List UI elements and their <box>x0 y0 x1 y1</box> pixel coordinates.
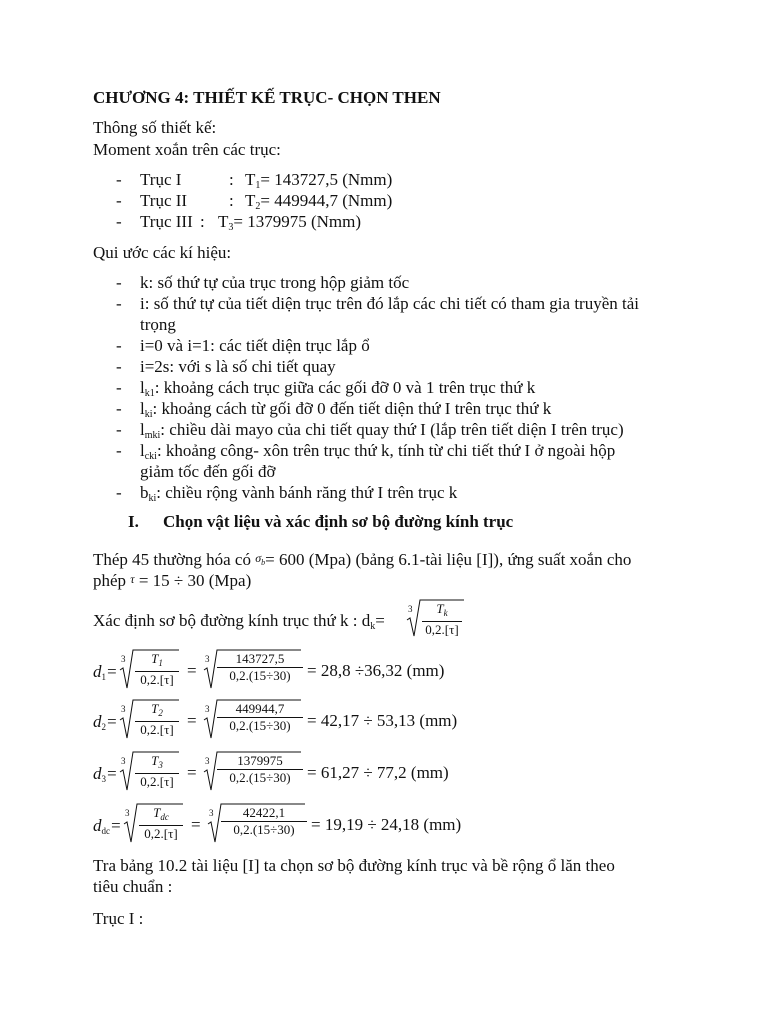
list-bullet: - <box>116 420 122 439</box>
shaft-sep: : <box>229 170 234 189</box>
numeric-cube-root: 3 $\frac{143727,5}{0,2.(15\div 30)}$ <box>203 648 303 692</box>
general-fraction: $\frac{T_k}{0,2.[\tau]}$ <box>422 601 462 638</box>
symbolic-fraction: $\frac{T_1}{0,2.[\tau]}$ <box>135 651 179 688</box>
section-title: Chọn vật liệu và xác định sơ bộ đường kính trục <box>163 512 514 531</box>
symbol-item: k: số thứ tự của trục trong hộp giảm tốc <box>140 273 410 292</box>
numeric-cube-root: 3 $\frac{1379975}{0,2.(15\div 30)}$ <box>203 750 303 794</box>
numeric-fraction: $\frac{449944,7}{0,2.(15\div 30)}$ <box>217 701 303 734</box>
list-bullet: - <box>116 336 122 355</box>
list-bullet: - <box>116 294 122 313</box>
symbol-item-cont: giảm tốc đến gối đỡ <box>140 462 276 481</box>
list-bullet: - <box>116 399 122 418</box>
symbolic-cube-root: 3 $T_{dc}$ 0,2.[τ] <box>123 802 185 846</box>
symbol-item: i=2s: với s là số chi tiết quay <box>140 357 336 376</box>
chapter-title: CHƯƠNG 4: THIẾT KẾ TRỤC- CHỌN THEN <box>93 88 441 107</box>
torque-value: $T_2= 449944,7$ (Nmm) <box>245 191 393 212</box>
numeric-cube-root: 3 $\frac{449944,7}{0,2.(15\div 30)}$ <box>203 698 303 742</box>
prelim-formula-text: Xác định sơ bộ đường kính trục thứ k : $d_k=$ <box>93 611 385 632</box>
design-params-label: Thông số thiết kế: <box>93 118 217 137</box>
shaft-sep: : <box>229 191 234 210</box>
general-cube-root: 3 $\frac{T_k}{0,2.[\tau]}$ <box>406 598 466 640</box>
diameter-equation: d3= 3 $\frac{T_3}{0,2.[\tau]}$ = 3 $\frac{1379975}{0,2.(15\div 30)}$ = 61,27 ÷ 77,2 (mm) <box>93 748 513 798</box>
diameter-equation: d1= 3 $\frac{T_1}{0,2.[\tau]}$ = 3 $\frac{143727,5}{0,2.(15\div 30)}$ = 28,8 ÷36,32 (mm) <box>93 646 513 696</box>
numeric-fraction: $\frac{42422,1}{0,2.(15\div 30)}$ <box>221 805 307 838</box>
numeric-fraction: $\frac{1379975}{0,2.(15\div 30)}$ <box>217 753 303 786</box>
diameter-symbol: ddc= <box>93 816 122 836</box>
symbol-item: $l_{k1}$: khoảng cách trục giữa các gối đỡ 0 và 1 trên trục thứ k <box>140 378 536 399</box>
list-bullet: - <box>116 357 122 376</box>
symbolic-cube-root: 3 $\frac{T_1}{0,2.[\tau]}$ <box>119 648 181 692</box>
list-bullet: - <box>116 212 122 231</box>
symbolic-cube-root: 3 $\frac{T_2}{0,2.[\tau]}$ <box>119 698 181 742</box>
symbolic-cube-root: 3 $\frac{T_3}{0,2.[\tau]}$ <box>119 750 181 794</box>
numeric-cube-root: 3 $\frac{42422,1}{0,2.(15\div 30)}$ <box>207 802 307 846</box>
diameter-equation: ddc= 3 $T_{dc}$ 0,2.[τ] = 3 $\frac{42422,1}{0,2.(15\div 30)}$ = 19,19 ÷ 24,18 (mm) <box>93 800 513 850</box>
moment-heading: Moment xoắn trên các trục: <box>93 140 281 159</box>
diameter-symbol: d3= <box>93 764 118 784</box>
diameter-equation: d2= 3 $\frac{T_2}{0,2.[\tau]}$ = 3 $\frac{449944,7}{0,2.(15\div 30)}$ = 42,17 ÷ 53,13 (mm) <box>93 696 513 746</box>
symbols-heading: Qui ước các kí hiệu: <box>93 243 232 262</box>
list-bullet: - <box>116 441 122 460</box>
list-bullet: - <box>116 378 122 397</box>
diameter-symbol: d1= <box>93 662 118 682</box>
shaft-sep: : <box>200 212 205 231</box>
symbolic-fraction: $T_{dc}$ 0,2.[τ] <box>139 805 183 842</box>
section-number: I. <box>128 512 139 531</box>
diameter-result: = 19,19 ÷ 24,18 (mm) <box>311 815 462 834</box>
symbol-item: $l_{ki}$: khoảng cách từ gối đỡ 0 đến tiết diện thứ I trên trục thứ k <box>140 399 552 420</box>
numeric-fraction: $\frac{143727,5}{0,2.(15\div 30)}$ <box>217 651 303 684</box>
symbol-item: i: số thứ tự của tiết diện trục trên đó lắp các chi tiết có tham gia truyền tải <box>140 294 639 313</box>
table-line-1: Tra bảng 10.2 tài liệu [I] ta chọn sơ bộ đường kính trục và bề rộng ổ lăn theo <box>93 856 615 875</box>
symbolic-fraction: $\frac{T_3}{0,2.[\tau]}$ <box>135 753 179 790</box>
symbol-item: $l_{cki}$: khoảng công- xôn trên trục thứ k, tính từ chi tiết thứ I ở ngoài hộp <box>140 441 616 462</box>
list-bullet: - <box>116 170 122 189</box>
table-line-2: tiêu chuẩn : <box>93 877 173 896</box>
diameter-symbol: d2= <box>93 712 118 732</box>
torque-value: $T_1= 143727,5$ (Nmm) <box>245 170 393 191</box>
shaft-one-label: Trục I : <box>93 909 144 928</box>
list-bullet: - <box>116 273 122 292</box>
steel-line-2: phép τ = 15 ÷ 30 (Mpa) <box>93 571 252 590</box>
diameter-result: = 28,8 ÷36,32 (mm) <box>307 661 445 680</box>
shaft-name: Trục I <box>140 170 182 189</box>
symbol-item: $b_{ki}$: chiều rộng vành bánh răng thứ I trên trục k <box>140 483 458 504</box>
diameter-result: = 42,17 ÷ 53,13 (mm) <box>307 711 458 730</box>
symbolic-fraction: $\frac{T_2}{0,2.[\tau]}$ <box>135 701 179 738</box>
diameter-result: = 61,27 ÷ 77,2 (mm) <box>307 763 449 782</box>
shaft-name: Trục II <box>140 191 188 210</box>
list-bullet: - <box>116 483 122 502</box>
symbol-item-cont: trọng <box>140 315 176 334</box>
steel-line-1: Thép 45 thường hóa có σb= 600 (Mpa) (bảng 6.1-tài liệu [I]), ứng suất xoắn cho <box>93 550 632 569</box>
symbol-item: i=0 và i=1: các tiết diện trục lắp ổ <box>140 336 370 355</box>
shaft-name: Trục III <box>140 212 193 231</box>
torque-value: $T_3= 1379975$ (Nmm) <box>218 212 362 233</box>
symbol-item: $l_{mki}$: chiều dài mayo của chi tiết quay thứ I (lắp trên tiết diện I trên trục) <box>140 420 624 441</box>
list-bullet: - <box>116 191 122 210</box>
